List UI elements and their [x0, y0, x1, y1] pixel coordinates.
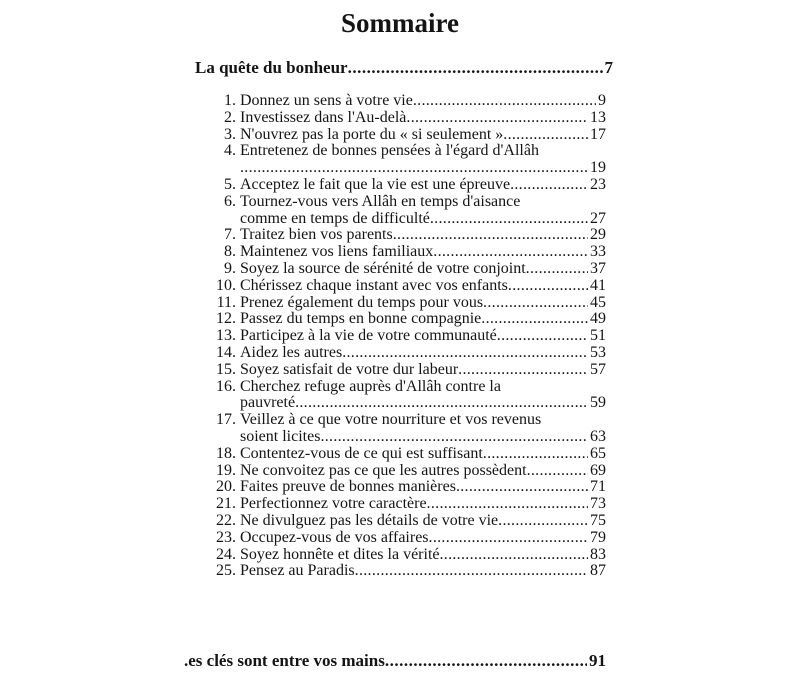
toc-entry: [204, 446, 606, 463]
toc-entry: [204, 261, 606, 278]
toc-entry-page: 69: [590, 462, 606, 479]
dot-leader: [348, 58, 603, 78]
toc-entry-number: 2.: [224, 108, 236, 126]
dot-leader: [430, 211, 588, 227]
toc-entry-text: Cherchez refuge auprès d'Allâh contre la: [240, 378, 501, 395]
dot-leader: [393, 227, 588, 243]
dot-leader: [483, 295, 588, 311]
toc-entry-page: 57: [590, 361, 606, 378]
toc-entry-number: 24.: [216, 545, 236, 563]
toc-entry-page: 53: [590, 345, 606, 361]
toc-entry-page: 33: [590, 244, 606, 261]
dot-leader: [320, 429, 588, 445]
toc-entry: [204, 127, 606, 144]
toc-entry-page: 41: [590, 277, 606, 294]
toc-entry-number: 20.: [216, 478, 236, 496]
dot-leader: [295, 395, 588, 411]
toc-entry-number: 22.: [216, 512, 236, 529]
toc-entry-page: 87: [590, 563, 606, 580]
toc-entry-page: 19: [590, 160, 606, 177]
dot-leader: [527, 463, 588, 479]
toc-entry-page: 37: [590, 261, 606, 277]
toc-entry-page: 83: [590, 546, 606, 563]
toc-entry-number: 9.: [224, 260, 236, 277]
toc-entry-text: Occupez-vous de vos affaires: [240, 529, 429, 546]
dot-leader: [458, 362, 588, 378]
toc-entry: [204, 93, 606, 110]
toc-entry: [204, 513, 606, 530]
toc-entry: [204, 177, 606, 194]
dot-leader: [355, 563, 588, 579]
toc-entry-number: 7.: [224, 226, 236, 244]
toc-entry: [204, 547, 606, 564]
toc-entry: [204, 328, 606, 345]
toc-entry-number: 23.: [216, 528, 236, 546]
toc-entry-page: 65: [590, 445, 606, 462]
toc-entry: [204, 143, 606, 177]
toc-entry-number: 17.: [216, 411, 236, 429]
toc-entry-text: Participez à la vie de votre communauté: [240, 328, 497, 345]
toc-closing-label: .es clés sont entre vos mains: [184, 651, 385, 670]
toc-entry-text: Investissez dans l'Au-delà: [240, 109, 407, 126]
toc-entry: [204, 530, 606, 547]
toc-entry-number: 10.: [216, 276, 236, 294]
toc-entry: [204, 479, 606, 496]
toc-entry-page: 59: [590, 395, 606, 412]
toc-entry-text: Tournez-vous vers Allâh en temps d'aisance: [240, 193, 521, 210]
toc-entry-number: 4.: [224, 142, 236, 160]
toc-entry-page: 73: [590, 496, 606, 513]
dot-leader: [413, 93, 596, 109]
toc-entry-text: Ne divulguez pas les détails de votre vie: [240, 513, 499, 529]
toc-entry-text: Acceptez le fait que la vie est une épreuve: [240, 177, 511, 193]
toc-entry: [204, 362, 606, 379]
toc-entry-number: 1.: [224, 92, 236, 109]
toc-entry-text: Soyez honnête et dites la vérité: [240, 546, 440, 563]
toc-entry-number: 8.: [224, 243, 236, 261]
dot-leader: [526, 261, 588, 277]
toc-entry: [204, 379, 606, 413]
dot-leader: [497, 328, 588, 344]
toc-entry-text: Traitez bien vos parents: [240, 227, 393, 244]
toc-entry-number: 6.: [224, 192, 236, 210]
dot-leader: [240, 160, 588, 176]
dot-leader: [342, 345, 588, 361]
dot-leader: [429, 530, 588, 546]
toc-entry-page: 29: [590, 227, 606, 244]
toc-entry-number: 3.: [224, 125, 236, 143]
dot-leader: [510, 177, 588, 193]
dot-leader: [439, 547, 588, 563]
dot-leader: [433, 244, 588, 260]
toc-entry-number: 18.: [216, 444, 236, 462]
toc-entry-text: Donnez un sens à votre vie: [240, 93, 413, 109]
toc-entry-number: 5.: [224, 176, 236, 193]
toc-entry-page: 63: [590, 428, 606, 445]
dot-leader: [385, 651, 587, 671]
toc-entry-page: 79: [590, 529, 606, 546]
toc-entry: [204, 345, 606, 362]
dot-leader: [508, 278, 588, 294]
toc-entry-number: 12.: [216, 310, 236, 328]
toc-entry-text: soient licites: [240, 428, 321, 445]
toc-entry-text: Entretenez de bonnes pensées à l'égard d'Allâh: [240, 143, 539, 160]
dot-leader: [498, 513, 588, 529]
toc-entry: [204, 463, 606, 480]
toc-entry-text: Ne convoitez pas ce que les autres possèdent: [240, 462, 527, 479]
toc-entry-number: 19.: [216, 461, 236, 479]
dot-leader: [427, 496, 588, 512]
toc-entry-text: Pensez au Paradis: [240, 563, 355, 580]
toc-entry-text: comme en temps de difficulté: [240, 210, 430, 227]
toc-entry-page: 9: [598, 93, 606, 109]
toc-entry-text: Veillez à ce que votre nourriture et vos revenus: [240, 412, 542, 429]
toc-entry-text: Passez du temps en bonne compagnie: [240, 311, 482, 328]
toc-entry: [204, 278, 606, 295]
toc-entry: [204, 194, 606, 228]
toc-entry-page: 23: [590, 177, 606, 193]
dot-leader: [406, 110, 588, 126]
page-title: Sommaire: [341, 8, 459, 38]
toc-entry-number: 21.: [216, 495, 236, 513]
toc-entry-page: 17: [590, 126, 606, 143]
toc-entry-page: 45: [590, 294, 606, 311]
toc-entry: [204, 563, 606, 580]
toc-entry-text: Soyez la source de sérénité de votre conjoint: [240, 261, 526, 277]
toc-entry-text: Soyez satisfait de votre dur labeur: [240, 361, 459, 378]
toc-intro-page: 7: [604, 58, 613, 77]
toc-entry: [204, 295, 606, 312]
toc-entry-text: Maintenez vos liens familiaux: [240, 244, 434, 261]
toc-entry-number: 11.: [216, 293, 236, 311]
toc-entry-page: 13: [590, 109, 606, 126]
toc-entry-page: 49: [590, 311, 606, 328]
toc-entry-text: N'ouvrez pas la porte du « si seulement »: [240, 126, 504, 143]
toc-entry: [204, 244, 606, 261]
toc-entry-text: Contentez-vous de ce qui est suffisant: [240, 445, 483, 462]
toc-entry-page: 75: [590, 513, 606, 529]
toc-entry-number: 13.: [216, 327, 236, 345]
dot-leader: [483, 446, 588, 462]
toc-closing-page: 91: [589, 651, 606, 670]
toc-entry: [204, 412, 606, 446]
toc-entry-number: 14.: [216, 344, 236, 361]
toc-entry-page: 51: [590, 328, 606, 345]
dot-leader: [456, 479, 588, 495]
toc-entry-number: 16.: [216, 377, 236, 395]
toc-entry: [204, 311, 606, 328]
toc-entry: [204, 110, 606, 127]
toc-closing-section: [184, 651, 606, 671]
toc-entry: [204, 496, 606, 513]
toc-entry-text: Prenez également du temps pour vous: [240, 294, 484, 311]
dot-leader: [481, 311, 588, 327]
toc-entry-text: pauvreté: [240, 395, 296, 412]
dot-leader: [503, 127, 588, 143]
toc-entry-number: 25.: [216, 562, 236, 580]
toc-entry-page: 27: [590, 210, 606, 227]
toc-entry-page: 71: [590, 479, 606, 496]
toc-entry-text: Faites preuve de bonnes manières: [240, 479, 456, 496]
toc-entry-text: Chérissez chaque instant avec vos enfants: [240, 277, 508, 294]
toc-intro-label: La quête du bonheur: [195, 58, 348, 77]
toc-entry-text: Aidez les autres: [240, 345, 343, 361]
toc-entry-text: Perfectionnez votre caractère: [240, 496, 427, 513]
toc-entry: [204, 227, 606, 244]
toc-entry-number: 15.: [216, 360, 236, 378]
toc-intro-section: [195, 58, 613, 78]
